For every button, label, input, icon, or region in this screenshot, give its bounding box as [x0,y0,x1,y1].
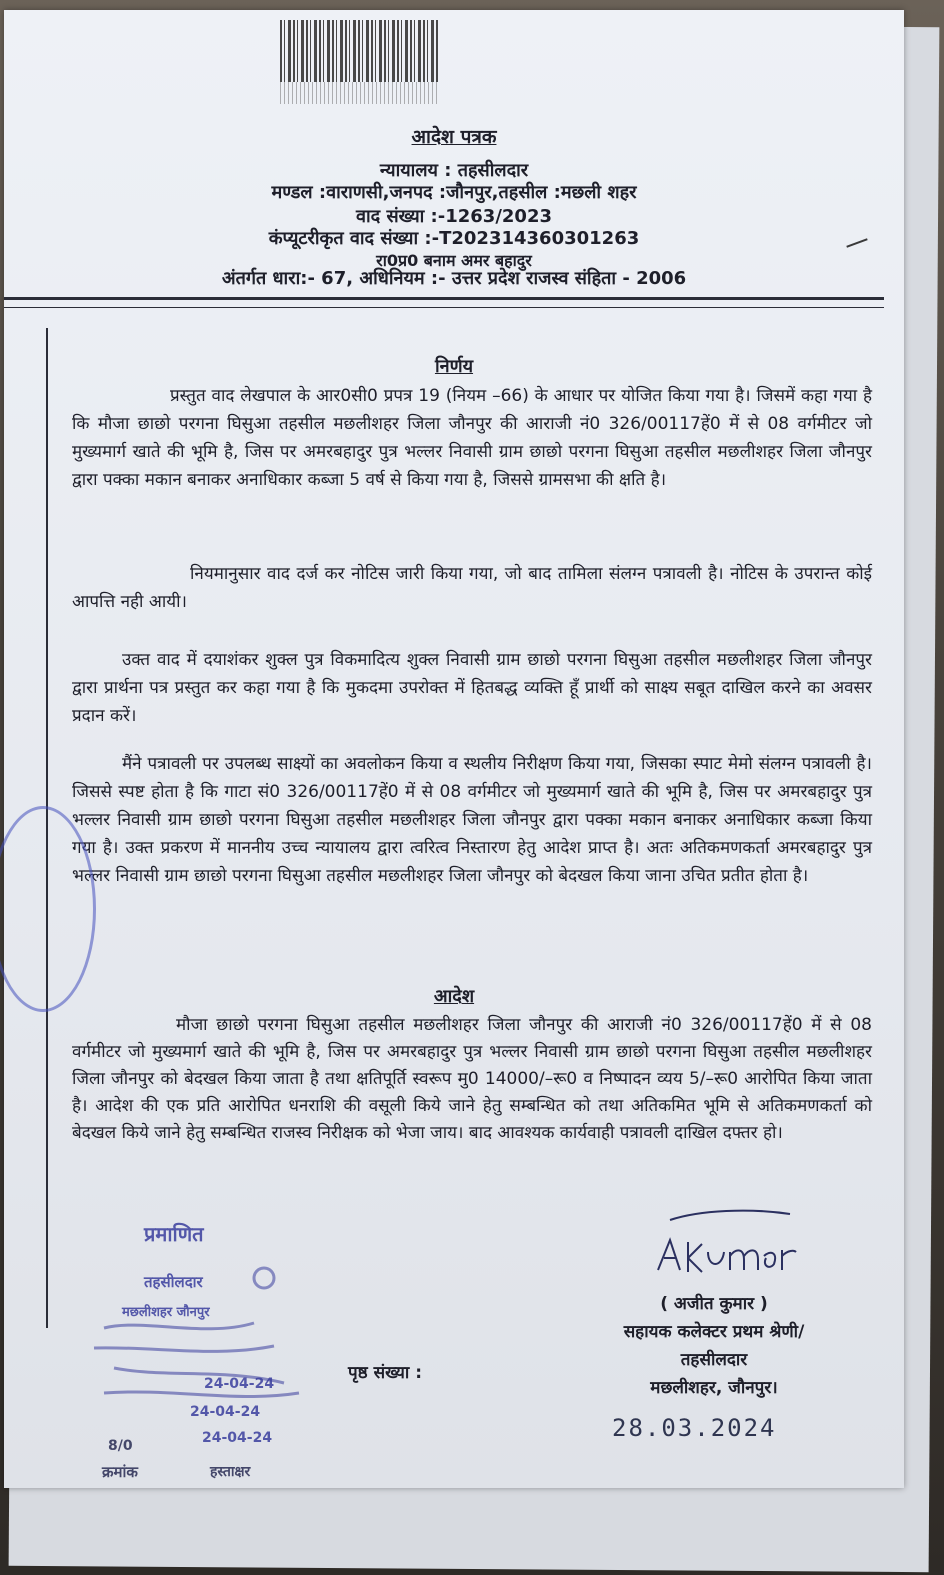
stamp-location: मछलीशहर जौनपुर [122,1305,210,1320]
stamp-date-3: 24-04-24 [202,1430,273,1446]
decision-paragraph-3: उक्त वाद में दयाशंकर शुक्ल पुत्र विकमादित्य शुक्ल निवासी ग्राम छाछो परगना घिसुआ तहसील मछलीशहर जिला जौनपुर द्वारा प्रार्थना पत्र प्रस्तुत कर कहा गया है कि मुकदमा उपरोक्त में हितबद्ध व्यक्ति हूँ प्रार्थी को साक्ष्य सबूत दाखिल करने का अवसर प्रदान करें। [72,650,872,726]
signatory-office: तहसीलदार [680,1350,748,1370]
handwritten-date: 28.03.2024 [612,1414,777,1442]
case-parties: रा0प्र0 बनाम अमर बहादुर [376,251,532,270]
act-section: अंतर्गत धारा:- 67, अधिनियम :- उत्तर प्रदेश राजस्व संहिता - 2006 [221,268,687,289]
stamp-certified: प्रमाणित [144,1222,204,1246]
order-paragraph: मौजा छाछो परगना घिसुआ तहसील मछलीशहर जिला जौनपुर की आराजी नं0 326/00117हें0 में से 08 वर्गमीटर जो मुख्यमार्ग खाते की भूमि है, जिस पर अमरबहादुर पुत्र भल्लर निवासी ग्राम छाछो परगना घिसुआ तहसील मछलीशहर जिला जौनपुर को बेदखल किया जाता है तथा क्षतिपूर्ति स्वरूप मु0 14000/–रू0 व निष्पादन व्यय 5/–रू0 आरोपित किया जाता है। आदेश की एक प्रति आरोपित धनराशि की वसूली किये जाने हेतु सम्बन्धित को तथा अतिकमित भूमि से अतिकमणकर्ता को बेदखल किये जाने हेतु सम्बन्धित राजस्व निरीक्षक को भेजा जाय। बाद आवश्यक कार्यवाही पत्रावली दाखिल दफ्तर हो। [72,1015,872,1143]
stamp-date-2: 24-04-24 [190,1404,261,1420]
signature-block [574,1290,854,1402]
handwritten-initials: हस्ताक्षर [210,1464,251,1480]
computerized-case-number: कंप्यूटरीकृत वाद संख्या :-T202314360301263 [268,228,640,249]
handwritten-number: 8/0 [108,1438,133,1454]
case-number: वाद संख्या :-1263/2023 [356,206,552,227]
stamp-date-1: 24-04-24 [204,1376,275,1392]
stamp-tehsildar: तहसीलदार [144,1273,203,1291]
signatory-location: मछलीशहर, जौनपुर। [650,1378,778,1398]
decision-heading: निर्णय [434,356,474,377]
barcode-fade [280,82,440,104]
barcode [280,20,440,82]
decision-paragraph-1: प्रस्तुत वाद लेखपाल के आर0सी0 प्रपत्र 19 (नियम –66) के आधार पर योजित किया गया है। जिसमें कहा गया है कि मौजा छाछो परगना घिसुआ तहसील मछलीशहर जिला जौनपुर की आराजी नं0 326/00117हें0 में से 08 वर्गमीटर जो मुख्यमार्ग खाते की भूमि है, जिस पर अमरबहादुर पुत्र भल्लर निवासी ग्राम छाछो परगना घिसुआ तहसील मछलीशहर जिला जौनपुर द्वारा पक्का मकान बनाकर अनाधिकार कब्जा 5 वर्ष से किया गया है, जिससे ग्रामसभा की क्षति है। [72,386,872,490]
signatory-name: ( अजीत कुमार ) [660,1294,768,1314]
page-count-label: पृष्ठ संख्या : [348,1363,423,1383]
header-rule-thin [4,307,884,308]
court-name: न्यायालय : तहसीलदार [379,160,529,181]
jurisdiction: मण्डल :वाराणसी,जनपद :जौनपुर,तहसील :मछली शहर [271,182,637,203]
order-heading: आदेश [433,986,475,1007]
header-rule [4,297,884,300]
handwritten-signature [640,1200,810,1290]
order-document-page [4,10,904,1488]
handwritten-serial: क्रमांक [102,1463,138,1481]
stamp-scribble-marks [84,1218,334,1508]
decision-paragraph-4: मैंने पत्रावली पर उपलब्ध साक्ष्यों का अवलोकन किया व स्थलीय निरीक्षण किया गया, जिसका स्पाट मेमो संलग्न पत्रावली है। जिससे स्पष्ट होता है कि गाटा सं0 326/00117हें0 में से 08 वर्गमीटर जो मुख्यमार्ग खाते की भूमि है, जिस पर अमरबहादुर पुत्र भल्लर निवासी ग्राम छाछो परगना घिसुआ तहसील मछलीशहर जिला जौनपुर द्वारा पक्का मकान बनाकर अनाधिकार कब्जा किया गया है। उक्त प्रकरण में माननीय उच्च न्यायालय द्वारा त्वरित्व निस्तारण हेतु आदेश प्राप्त है। अतः अतिकमणकर्ता अमरबहादुर पुत्र भल्लर निवासी ग्राम छाछो परगना घिसुआ तहसील मछलीशहर जिला जौनपुर को बेदखल किया जाना उचित प्रतीत होता है। [72,754,872,886]
decision-paragraph-2: नियमानुसार वाद दर्ज कर नोटिस जारी किया गया, जो बाद तामिला संलग्न पत्रावली है। नोटिस के उपरान्त कोई आपत्ति नही आयी। [72,564,872,612]
signatory-designation: सहायक कलेक्टर प्रथम श्रेणी/ [623,1322,805,1342]
document-title: आदेश पत्रक [411,126,497,148]
